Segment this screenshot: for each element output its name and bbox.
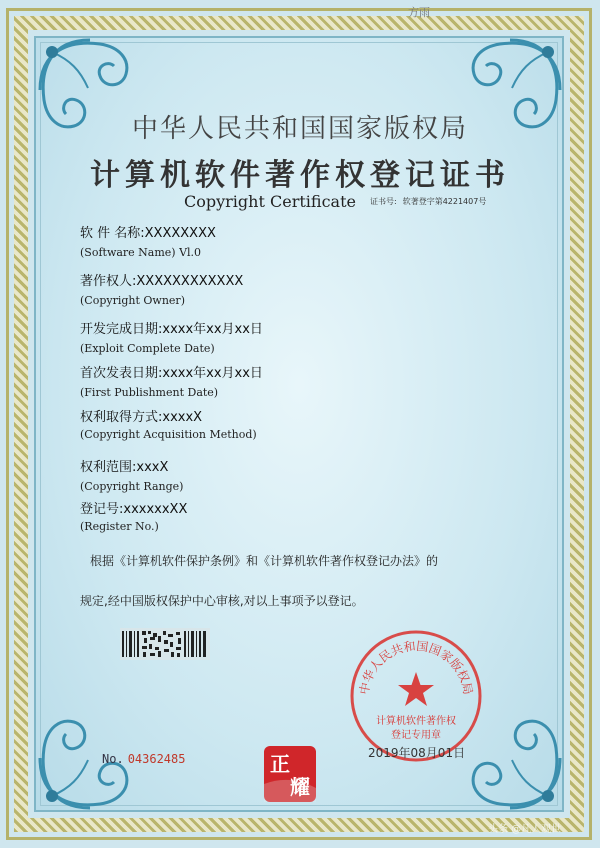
certificate-number-value: 软著登字第4221407号: [402, 197, 487, 206]
handwritten-note: 方雨: [408, 6, 430, 19]
field-complete-date-en: (Exploit Complete Date): [80, 342, 215, 355]
certificate-title-zh: 计算机软件著作权登记证书: [90, 158, 510, 193]
issue-date: 2019年08月01日: [368, 746, 466, 760]
legal-statement-line2: 规定,经中国版权保护中心审核,对以上事项予以登记。: [80, 594, 364, 608]
field-copyright-owner-en: (Copyright Owner): [80, 294, 185, 307]
field-software-name: 软 件 名称:XXXXXXXX: [80, 226, 216, 241]
serial-number-value: 04362485: [127, 752, 186, 766]
field-publish-date-en: (First Publishment Date): [80, 386, 219, 399]
certificate-number-label: 证书号:: [370, 197, 397, 206]
qr-barcode-icon: [120, 628, 210, 660]
logo-char-2: 耀: [290, 775, 310, 799]
certificate-title-en: Copyright Certificate: [184, 192, 356, 211]
field-register-no: 登记号:xxxxxxXX: [80, 502, 188, 517]
field-software-name-en: (Software Name) Vl.0: [80, 246, 202, 259]
logo-char-1: 正: [270, 752, 290, 776]
certificate-number: [370, 196, 486, 207]
field-acquisition-method: 权利取得方式:xxxxX: [80, 410, 203, 425]
serial-number: [102, 752, 185, 766]
zhengyao-logo-icon: [262, 744, 318, 804]
seal-line1: 计算机软件著作权: [376, 716, 456, 727]
field-publish-date: 首次发表日期:xxxx年xx月xx日: [80, 366, 263, 381]
seal-star-icon: [398, 672, 434, 706]
seal-ring-text: 中华人民共和国国家版权局: [356, 638, 476, 696]
field-copyright-range-en: (Copyright Range): [80, 480, 184, 493]
watermark: 头条 @凡人观世: [488, 824, 562, 835]
field-acquisition-method-en: (Copyright Acquisition Method): [80, 428, 257, 441]
serial-number-label: No.: [102, 752, 124, 766]
seal-line2: 登记专用章: [391, 730, 441, 741]
legal-statement-line1: 根据《计算机软件保护条例》和《计算机软件著作权登记办法》的: [90, 554, 439, 568]
field-complete-date: 开发完成日期:xxxx年xx月xx日: [80, 322, 263, 337]
field-copyright-owner: 著作权人:XXXXXXXXXXXX: [80, 274, 244, 289]
issuing-authority: 中华人民共和国国家版权局: [131, 114, 468, 144]
field-register-no-en: (Register No.): [80, 520, 159, 533]
field-copyright-range: 权利范围:xxxX: [80, 460, 169, 475]
